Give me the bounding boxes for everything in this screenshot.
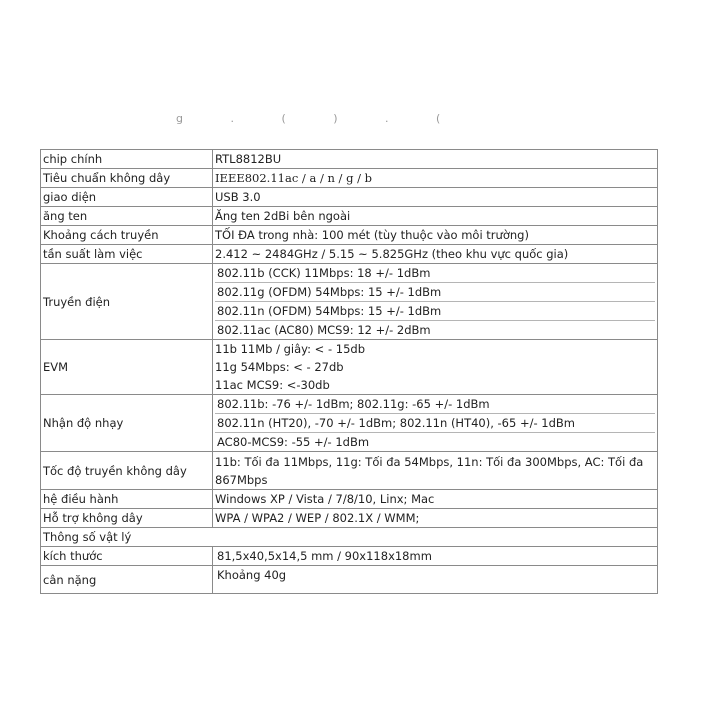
row-label: Tiêu chuẩn không dây	[41, 169, 213, 188]
row-value: 11b: Tối đa 11Mbps, 11g: Tối đa 54Mbps, 11n: Tối đa 300Mbps, AC: Tối đa 867Mbps	[213, 452, 658, 490]
table-row	[41, 169, 658, 188]
table-row-speed	[41, 452, 658, 490]
table-row	[41, 490, 658, 509]
table-row-transmit-power	[41, 264, 658, 340]
row-value: Windows XP / Vista / 7/8/10, Linx; Mac	[213, 490, 658, 509]
row-label: ăng ten	[41, 207, 213, 226]
row-label: Tốc độ truyền không dây	[41, 452, 213, 490]
row-label: tần suất làm việc	[41, 245, 213, 264]
faint-header-text: g . ( ) . (	[176, 112, 463, 125]
row-label: Hỗ trợ không dây	[41, 509, 213, 528]
row-label: kích thước	[41, 547, 213, 566]
value-line: 11b 11Mb / giây: < - 15db	[215, 342, 365, 356]
value-line: AC80-MCS9: -55 +/- 1dBm	[217, 435, 370, 449]
table-row	[41, 509, 658, 528]
table-row	[41, 188, 658, 207]
value-line: 802.11n (OFDM) 54Mbps: 15 +/- 1dBm	[215, 302, 655, 321]
row-value-lines	[213, 340, 658, 395]
row-value-lines	[213, 264, 658, 340]
row-label: Truyền điện	[41, 264, 213, 340]
value-line: 802.11n (HT20), -70 +/- 1dBm; 802.11n (HT40), -65 +/- 1dBm	[215, 414, 655, 433]
row-value: 81,5x40,5x14,5 mm / 90x118x18mm	[213, 547, 658, 566]
row-label: chip chính	[41, 150, 213, 169]
row-value: RTL8812BU	[213, 150, 658, 169]
row-value: 2.412 ~ 2484GHz / 5.15 ~ 5.825GHz (theo khu vực quốc gia)	[213, 245, 658, 264]
row-label: Khoảng cách truyền	[41, 226, 213, 245]
row-value: IEEE802.11ac / a / n / g / b	[213, 169, 658, 188]
table-row	[41, 207, 658, 226]
value-line: 11ac MCS9: <-30db	[215, 378, 330, 392]
value-line: 802.11ac (AC80) MCS9: 12 +/- 2dBm	[217, 323, 431, 337]
value-line: 802.11g (OFDM) 54Mbps: 15 +/- 1dBm	[215, 283, 655, 302]
row-label: EVM	[41, 340, 213, 395]
value-line: 802.11b: -76 +/- 1dBm; 802.11g: -65 +/- 1dBm	[215, 395, 655, 414]
table-row	[41, 547, 658, 566]
row-value: Ăng ten 2dBi bên ngoài	[213, 207, 658, 226]
row-value-lines	[213, 395, 658, 452]
table-row	[41, 245, 658, 264]
value-line: 11g 54Mbps: < - 27db	[215, 360, 344, 374]
row-label: hệ điều hành	[41, 490, 213, 509]
spec-table	[40, 149, 658, 594]
row-label: Nhận độ nhạy	[41, 395, 213, 452]
table-row-section-physical	[41, 528, 658, 547]
row-label: cân nặng	[41, 566, 213, 594]
value-line: 802.11b (CCK) 11Mbps: 18 +/- 1dBm	[215, 264, 655, 283]
table-row	[41, 150, 658, 169]
table-row-rx-sensitivity	[41, 395, 658, 452]
row-value: TỐI ĐA trong nhà: 100 mét (tùy thuộc vào môi trường)	[213, 226, 658, 245]
row-value: WPA / WPA2 / WEP / 802.1X / WMM;	[213, 509, 658, 528]
table-row-evm	[41, 340, 658, 395]
row-value: Khoảng 40g	[213, 566, 658, 594]
row-value: USB 3.0	[213, 188, 658, 207]
section-heading: Thông số vật lý	[41, 528, 658, 547]
table-row	[41, 566, 658, 594]
row-label: giao diện	[41, 188, 213, 207]
table-row	[41, 226, 658, 245]
